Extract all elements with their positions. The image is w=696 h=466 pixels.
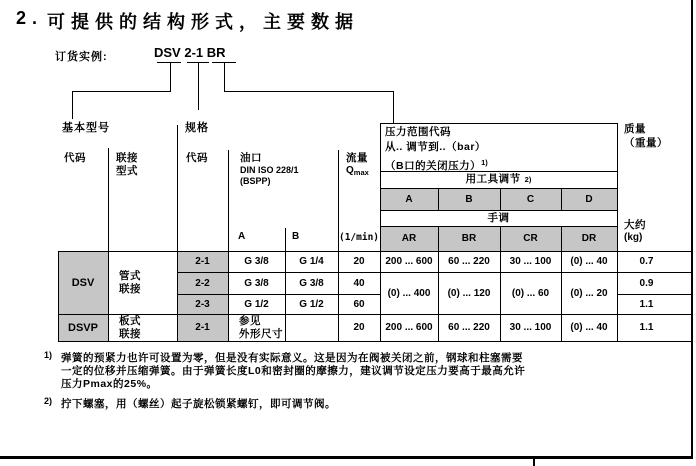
port-b-cell: G 1/2	[299, 298, 324, 310]
footnote-1-line1: 弹簧的预紧力也许可设置为零，但是没有实际意义。这是因为在阀被关闭之前，钢球和柱塞需要	[61, 352, 523, 364]
connector-line	[224, 62, 225, 92]
tool-code-d: D	[585, 193, 593, 205]
col-header-flow: 流量 $Q_{max}$	[346, 152, 369, 177]
order-example-label: 订货实例:	[55, 51, 108, 63]
order-example-value: DSV 2-1 BR	[154, 45, 226, 60]
pressure-d-cell: (0) ... 40	[570, 256, 608, 267]
pressure-range-header: 压力范围代码 从.. 调节到..（bar） （B口的关闭压力）$^{1)}$	[385, 126, 488, 172]
mass-approx-label: 大约 (kg)	[624, 219, 646, 243]
flow-cell: 20	[353, 322, 365, 333]
pressure-d-cell: (0) ... 40	[570, 322, 608, 333]
page-bottom-border	[0, 456, 693, 459]
port-b-cell: G 3/8	[299, 277, 324, 289]
mass-cell: 1.1	[639, 298, 654, 310]
group-basic-model: 基本型号	[62, 122, 110, 134]
dsv-connection-cell: 管式 联接	[119, 270, 141, 295]
group-spec: 规格	[185, 122, 209, 134]
dsvp-ports-note-cell: 参见 外形尺寸	[239, 315, 283, 340]
col-header-oil-port: 油口 DIN ISO 228/1 (BSPP)	[240, 152, 299, 186]
pressure-a-cell: 200 ... 600	[385, 322, 433, 333]
manual-code-cr: CR	[523, 233, 538, 244]
col-header-spec-code: 代码	[186, 152, 208, 164]
pressure-d-cell-merged: (0) ... 20	[570, 287, 608, 299]
flow-cell: 40	[353, 277, 365, 289]
tool-code-c: C	[526, 193, 535, 205]
port-b-cell: G 1/4	[299, 256, 324, 267]
grid-line	[58, 341, 691, 342]
connector-line	[198, 62, 199, 110]
connector-line	[72, 91, 171, 92]
pressure-a-cell: 200 ... 600	[385, 256, 433, 267]
tool-code-b: B	[465, 193, 473, 205]
pressure-c-cell: 30 ... 100	[509, 256, 552, 267]
footnote-2-marker: 2)	[44, 396, 53, 406]
dsv-code-cell: DSV	[71, 276, 95, 289]
manual-code-br: BR	[461, 233, 477, 244]
connector-line	[393, 91, 394, 123]
tool-adjust-label: 用工具调节 2)	[465, 173, 532, 185]
port-a-label: A	[238, 231, 246, 242]
manual-code-ar: AR	[401, 233, 417, 244]
flow-unit-label: (1/min)	[338, 231, 380, 243]
spec-code-cell: 2-1	[195, 256, 210, 267]
page-right-border	[691, 0, 693, 457]
connector-line	[170, 62, 171, 92]
manual-adjust-label: 手调	[487, 211, 510, 224]
mass-cell: 1.1	[639, 322, 654, 333]
pressure-b-cell: 60 ... 220	[448, 322, 490, 333]
dsvp-connection-cell: 板式 联接	[119, 315, 141, 340]
port-b-label: B	[292, 231, 300, 242]
col-header-mass: 质量 （重量）	[624, 123, 668, 149]
grid-line	[380, 123, 618, 124]
footer-divider-tick	[533, 459, 535, 466]
pressure-b-cell: 60 ... 220	[448, 256, 490, 267]
port-a-cell: G 3/8	[244, 277, 269, 289]
port-a-cell: G 1/2	[244, 298, 269, 310]
connector-line	[157, 62, 181, 63]
col-header-code: 代码	[64, 152, 86, 164]
pressure-b-cell-merged: (0) ... 120	[447, 287, 491, 299]
mass-cell: 0.7	[639, 256, 654, 267]
spec-code-cell: 2-2	[195, 277, 210, 289]
pressure-c-cell: 30 ... 100	[509, 322, 552, 333]
port-a-cell: G 3/8	[244, 256, 269, 267]
flow-cell: 60	[353, 298, 365, 310]
col-header-connection-type: 联接 型式	[116, 152, 138, 177]
flow-cell: 20	[353, 256, 365, 267]
tool-code-a: A	[405, 193, 413, 205]
footnote-1-line3: 压力Pmax的25%。	[61, 378, 158, 390]
spec-code-cell: 2-3	[195, 298, 210, 310]
manual-code-dr: DR	[581, 233, 597, 244]
spec-code-cell: 2-1	[195, 322, 210, 333]
page-title: 可提供的结构形式，主要数据	[47, 12, 359, 32]
footnote-1-line2: 一定的位移并压缩弹簧。由于弹簧长度L0和密封圈的摩擦力，建议调节设定压力要高于最高允许	[61, 365, 526, 377]
pressure-c-cell-merged: (0) ... 60	[511, 287, 550, 299]
pressure-a-cell-merged: (0) ... 400	[387, 287, 431, 299]
connector-line	[72, 91, 73, 119]
dsvp-code-cell: DSVP	[68, 321, 98, 334]
section-number: 2.	[16, 8, 44, 28]
connector-line	[224, 91, 394, 92]
footnote-1-marker: 1)	[44, 350, 53, 360]
footnote-2-text: 拧下螺塞，用（螺丝）起子旋松锁紧螺钉，即可调节阀。	[61, 398, 336, 410]
mass-cell: 0.9	[639, 277, 654, 289]
